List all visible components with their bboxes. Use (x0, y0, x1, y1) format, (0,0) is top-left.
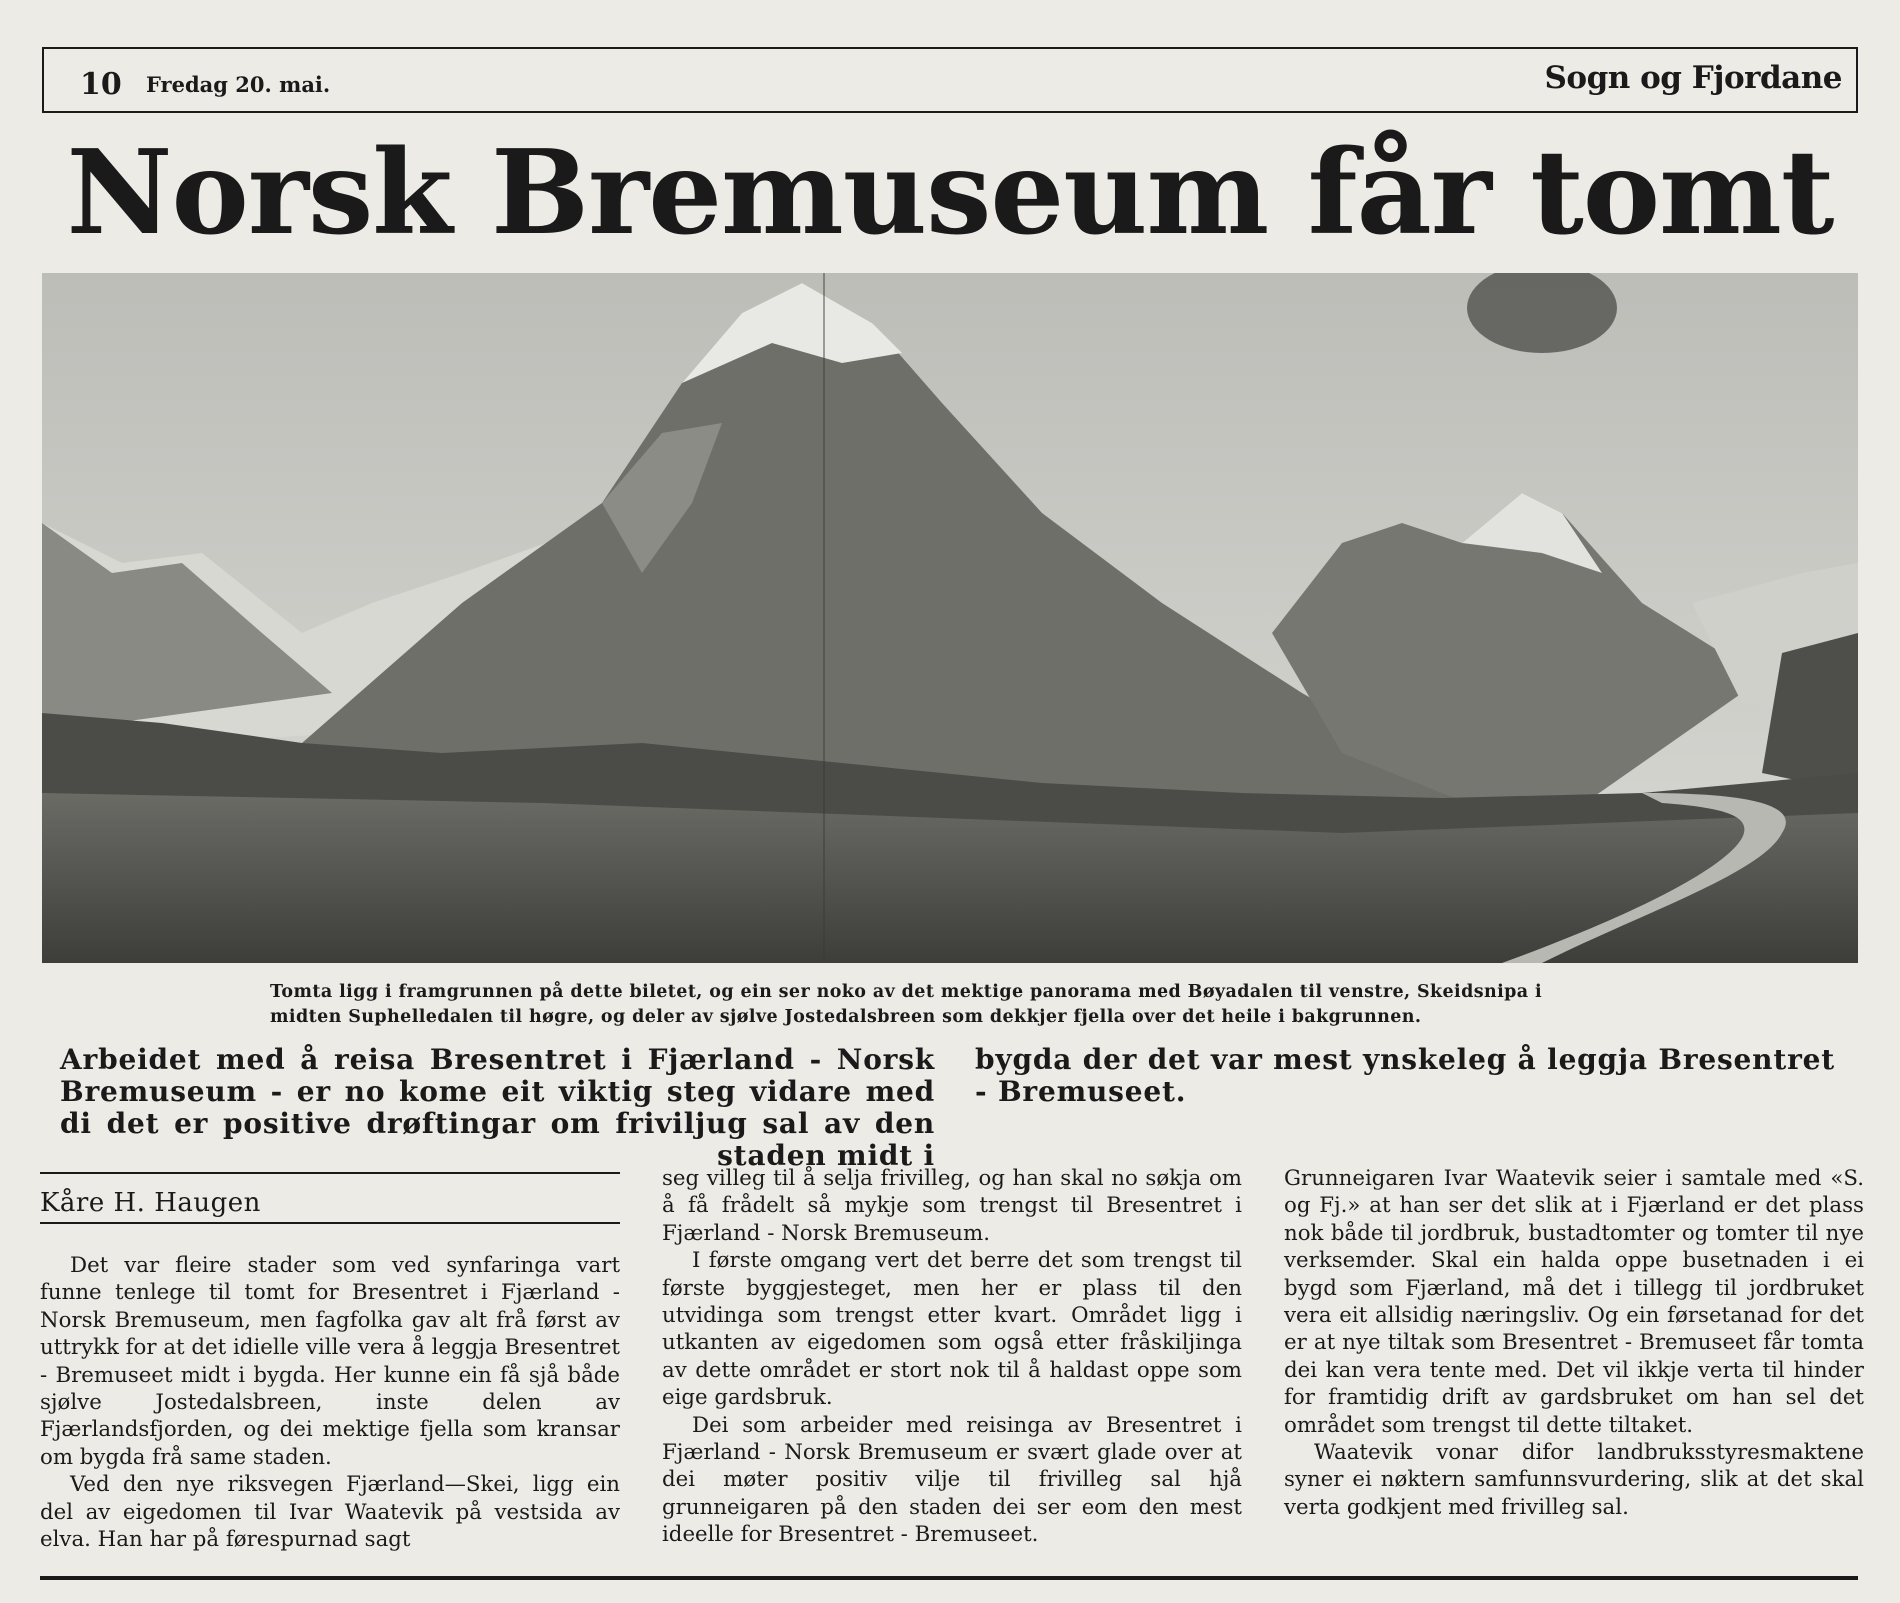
article-column-2 (662, 1165, 1242, 1549)
byline: Kåre H. Haugen (40, 1188, 261, 1218)
paragraph: Det var fleire stader som ved synfaringa vart funne tenlege til tomt for Bresentret i Fjærland - Norsk Bremuseum, men fagfolka gav alt frå først av uttrykk for at det idielle ville vera å leggja Bresentret - Bremuseet midt i bygda. Her kunne ein få sjå både sjølve Jostedalsbreen, inste delen av Fjærlandsfjorden, og dei mektige fjella som kransar om bygda frå same staden. (40, 1253, 620, 1470)
issue-date: Fredag 20. mai. (146, 72, 331, 97)
photo-caption (270, 980, 1640, 1030)
caption-line-1: Tomta ligg i framgrunnen på dette biletet, og ein ser noko av det mektige panorama med Bøyadalen til venstre, Skeidsnipa i (270, 982, 1543, 1002)
paragraph: seg villeg til å selja frivilleg, og han skal no søkja om å få frådelt så mykje som trengst til Bresentret i Fjærland - Norsk Bremuseum. (662, 1166, 1242, 1246)
byline-bottom-rule (40, 1222, 620, 1224)
lead-paragraph-part2: bygda der det var mest ynskeleg å leggja Bresentret - Bremuseet. (975, 1043, 1835, 1108)
section-region: Sogn og Fjordane (1544, 60, 1842, 96)
page-number: 10 (80, 67, 122, 102)
paragraph: Dei som arbeider med reisinga av Bresentret i Fjærland - Norsk Bremuseum er svært glade over at dei møter positiv vilje til frivilleg sal hjå grunneigaren på den staden dei ser eom den mest ideelle for Bresentret - Bremuseet. (662, 1412, 1242, 1548)
article-column-3 (1284, 1165, 1864, 1521)
article-column-1 (40, 1252, 620, 1553)
byline-top-rule (40, 1172, 620, 1174)
paragraph: I første omgang vert det berre det som trengst til første byggjesteget, men her er plass til den utvidinga som trengst etter kvart. Området ligg i utkanten av eigedomen som også etter fråskiljinga av dette området er stort nok til å haldast oppe som eige gardsbruk. (662, 1248, 1242, 1411)
paragraph: Waatevik vonar difor landbruksstyresmaktene syner ei nøktern samfunnsvurdering, slik at det skal verta godkjent med frivilleg sal. (1284, 1440, 1864, 1520)
caption-line-2: midten Suphelledalen til høgre, og deler av sjølve Jostedalsbreen som dekkjer fjella over det heile i bakgrunnen. (270, 1007, 1422, 1027)
paragraph: Ved den nye riksvegen Fjærland—Skei, ligg ein del av eigedomen til Ivar Waatevik på vestsida av elva. Han har på førespurnad sagt (40, 1472, 620, 1553)
headline: Norsk Bremuseum får tomt (66, 125, 1834, 261)
landscape-photo (42, 273, 1858, 963)
page-bottom-rule (40, 1576, 1858, 1580)
paragraph: Grunneigaren Ivar Waatevik seier i samtale med «S. og Fj.» at han ser det slik at i Fjærland er det plass nok både til jordbruk, bustadtomter og tomter til nye verksemder. Skal ein halda oppe busetnaden i ei bygd som Fjærland, må det i tillegg til jordbruket vera eit allsidig næringsliv. Og ein førsetanad for det er at nye tiltak som Bresentret - Bremuseet får tomta dei kan vera tente med. Det vil ikkje verta til hinder for framtidig drift av gardsbruket om han sel det området som trengst til dette tiltaket. (1284, 1166, 1864, 1438)
lead-paragraph-part1: Arbeidet med å reisa Bresentret i Fjærland - Norsk Bremuseum - er no kome eit viktig steg vidare med di det er positive drøftingar om friviljug sal av den staden midt i (60, 1043, 935, 1172)
